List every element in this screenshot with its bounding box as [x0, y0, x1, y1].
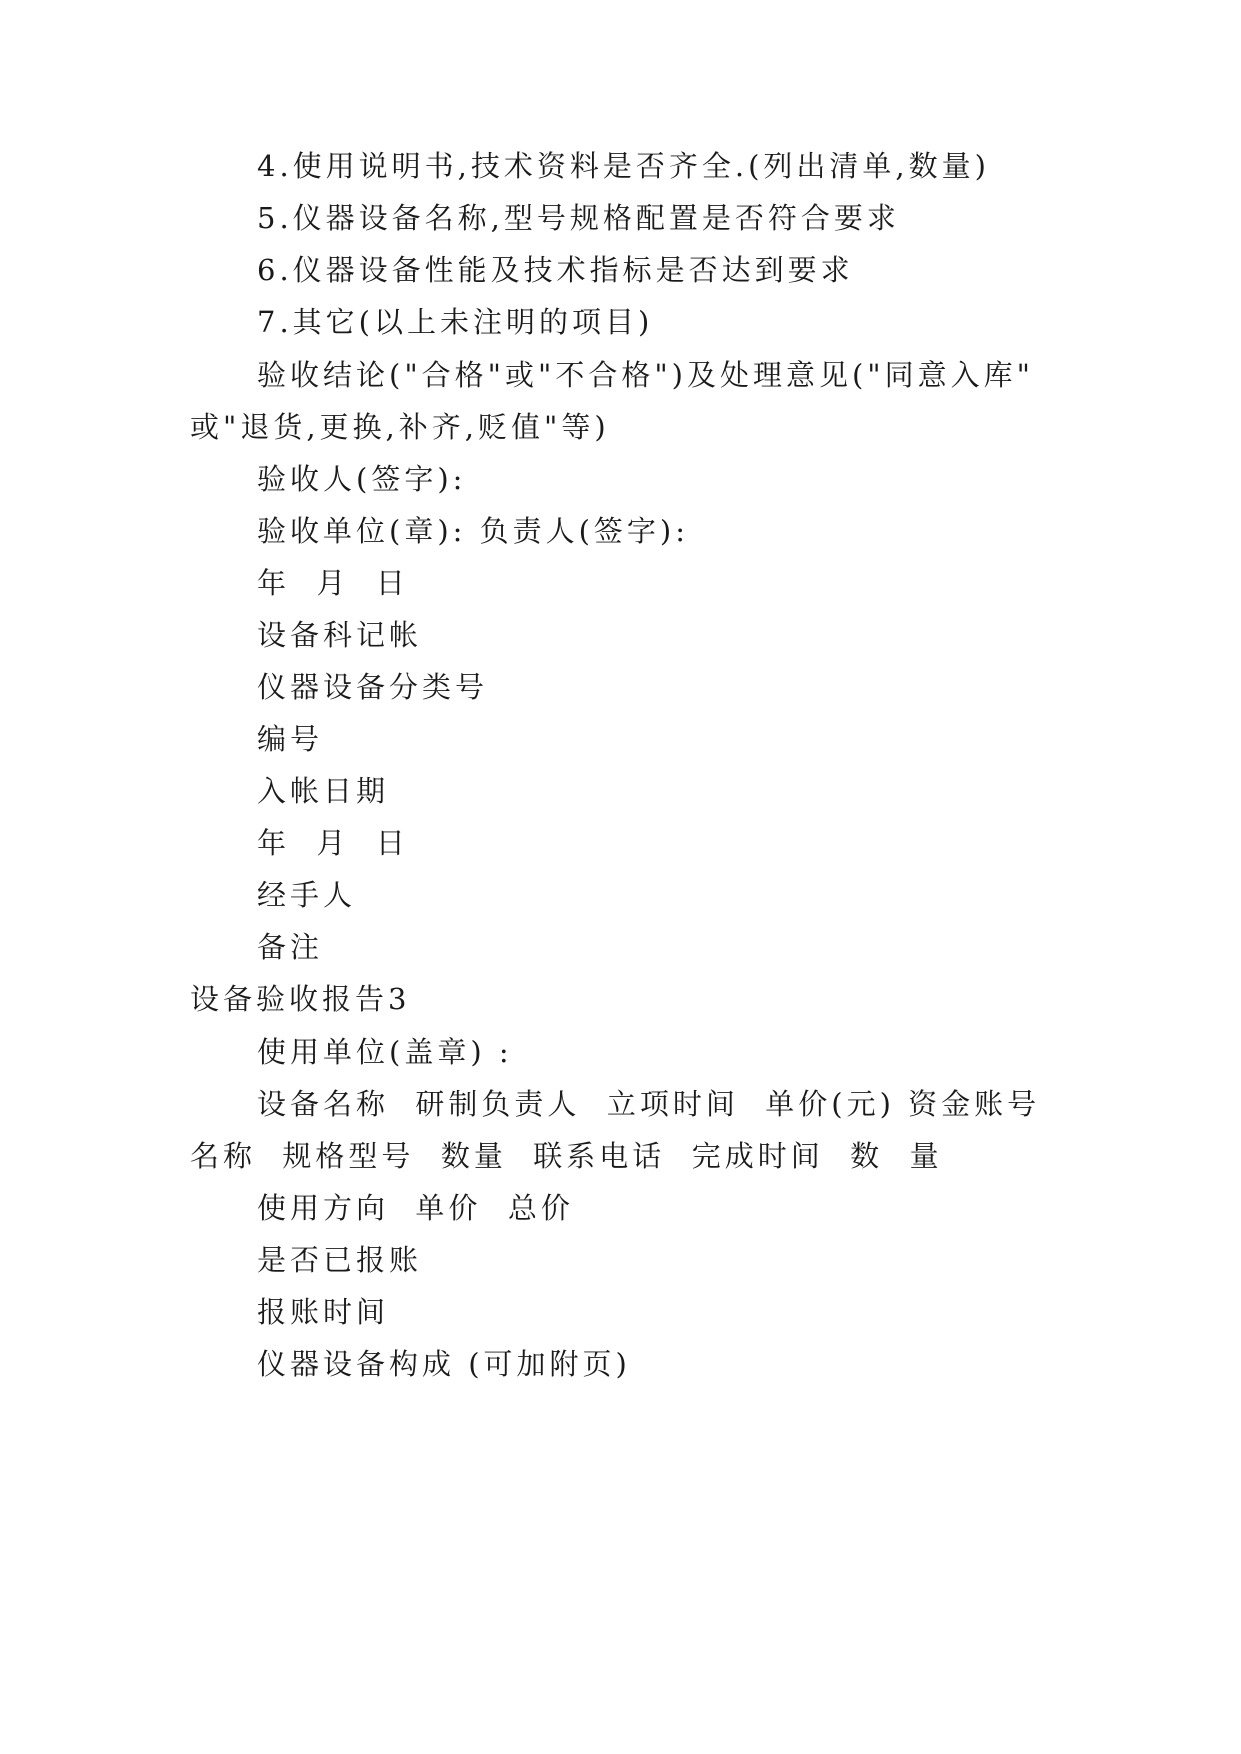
text-line-date-2: 年 月 日: [257, 826, 409, 860]
text-line-conclusion: 验收结论("合格"或"不合格")及处理意见("同意入库": [257, 358, 1034, 392]
text-line-conclusion-cont: 或"退货,更换,补齐,贬值"等): [190, 410, 610, 444]
text-line-reimbursed: 是否已报账: [257, 1243, 423, 1277]
text-line-item-7: 7.其它(以上未注明的项目): [257, 305, 654, 339]
text-line-item-4: 4.使用说明书,技术资料是否齐全.(列出清单,数量): [257, 149, 990, 183]
text-line-user-unit: 使用单位(盖章) :: [257, 1035, 513, 1069]
text-line-remarks: 备注: [257, 930, 324, 964]
text-line-category-number: 仪器设备分类号: [257, 670, 489, 704]
text-line-entry-date: 入帐日期: [257, 774, 390, 808]
text-line-date: 年 月 日: [257, 566, 409, 600]
text-line-fields-row-3: 使用方向 单价 总价: [257, 1191, 574, 1225]
text-line-fields-row-2: 名称 规格型号 数量 联系电话 完成时间 数 量: [190, 1139, 943, 1173]
text-line-handler: 经手人: [257, 878, 357, 912]
text-line-ledger: 设备科记帐: [257, 618, 423, 652]
text-line-unit-stamp: 验收单位(章): 负责人(签字):: [257, 514, 690, 548]
section-heading: 设备验收报告3: [190, 982, 411, 1016]
text-line-item-5: 5.仪器设备名称,型号规格配置是否符合要求: [257, 201, 900, 235]
text-line-reimburse-time: 报账时间: [257, 1295, 390, 1329]
text-line-inspector-signature: 验收人(签字):: [257, 462, 467, 496]
text-line-composition: 仪器设备构成 (可加附页): [257, 1347, 631, 1381]
text-line-fields-row-1: 设备名称 研制负责人 立项时间 单价(元) 资金账号: [257, 1087, 1041, 1121]
text-line-number: 编号: [257, 722, 324, 756]
text-line-item-6: 6.仪器设备性能及技术指标是否达到要求: [257, 253, 854, 287]
